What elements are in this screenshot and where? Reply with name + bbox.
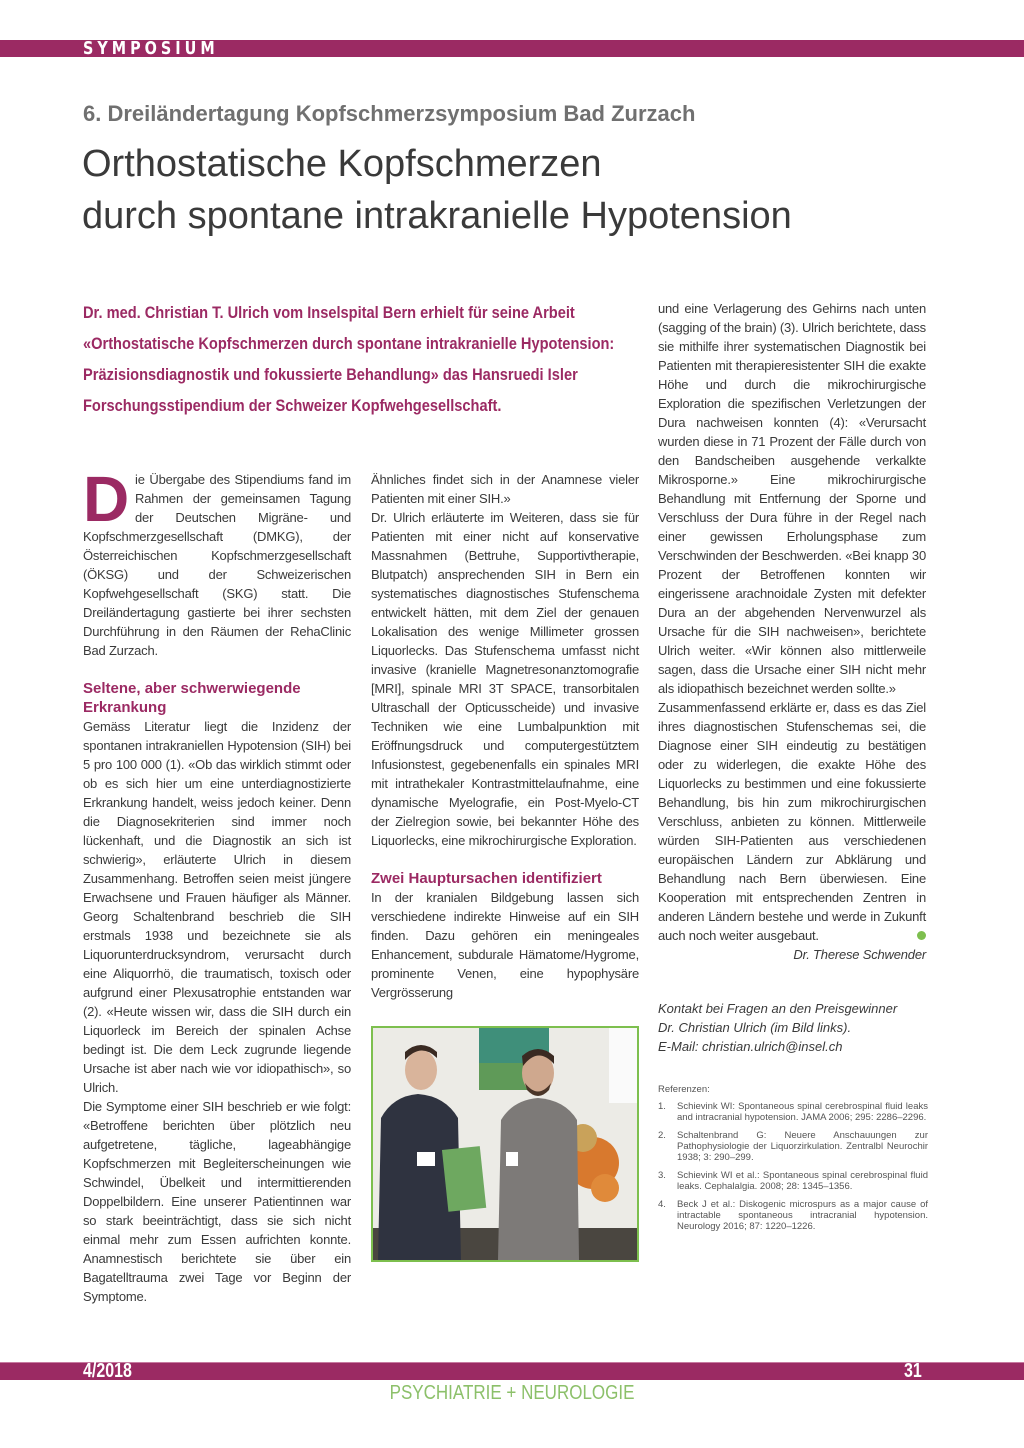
subheading: Zwei Hauptursachen identifiziert <box>371 870 602 887</box>
reference-item: 1. Schievink WI: Spontaneous spinal cerebrospinal fluid leaks and intracranial hypotension. JAMA 2006; 295: 2286–2296. <box>658 1101 928 1123</box>
person-right <box>498 1098 579 1260</box>
column-1 <box>83 463 351 1306</box>
reference-item: 4. Beck J et al.: Diskogenic microspurs as a major cause of intractable spontaneous intracranial hypotension. Neurology 2016; 87: 1220–1226. <box>658 1199 928 1232</box>
article-author: Dr. Therese Schwender <box>793 947 926 962</box>
reference-item: 3. Schievink WI et al.: Spontaneous spinal cerebrospinal fluid leaks. Cephalalgia. 2008; 28: 1345–1356. <box>658 1170 928 1192</box>
reference-item: 2. Schaltenbrand G: Neuere Anschauungen zur Pathophysiologie der Liquorzirkulation. Zentralbl Neurochir 1938; 3: 290–299. <box>658 1130 928 1163</box>
footer-bar <box>0 1362 1024 1380</box>
page-number: 31 <box>904 1360 922 1382</box>
end-mark-icon <box>917 931 926 940</box>
drop-cap: D <box>83 463 130 535</box>
title-line-1: Orthostatische Kopfschmerzen <box>82 143 602 185</box>
paragraph: Dr. Ulrich erläuterte im Weiteren, dass sie für Patienten mit einer nicht auf konservative Massnahmen (Bettruhe, Supportivtherapie, Blutpatch) ansprechenden SIH in Bern ein systematisches diagnostisches Stufenschema entwickelt hätten, mit dem Ziel der genauen Lokalisation des wenige Millimeter grossen Liquorlecks. Das Stufenschema umfasst nicht invasive (kranielle Magnetresonanztomografie [MRI], spinale MRI 3T SPACE, transorbitalen Ultraschall der Opticusscheide) und invasive Techniken wie eine Lumbalpunktion mit Eröffnungsdruck und computergestütztem Infusionstest, gegebenenfalls ein spinales MRI mit intrathekaler Kontrastmittelaufnahme, eine dynamische Myelografie, ein Post-Myelo-CT der Zielregion sowie, bei bekannter Höhe des Liquorlecks, eine mikrochirurgische Exploration. <box>371 510 639 848</box>
paragraph: In der kranialen Bildgebung lassen sich verschiedene indirekte Hinweise auf ein SIH finden. Dazu gehören ein meningeales Enhancement, subdurale Hämatome/Hygrome, prominente Venen, eine hypophysäre Vergrösserung <box>371 890 639 1000</box>
title-line-2: durch spontane intrakranielle Hypotension <box>82 195 792 237</box>
references-heading: Referenzen: <box>658 1084 710 1095</box>
article-lead: Dr. med. Christian T. Ulrich vom Inselspital Bern erhielt für seine Arbeit «Orthostatische Kopfschmerzen durch spontane intrakranielle Hypotension: Präzisionsdiagnostik und fokussierte Behandlung» das Hansruedi Isler Forschungsstipendium der Schweizer Kopfwehgesellschaft. <box>83 303 615 415</box>
contact-line: Kontakt bei Fragen an den Preisgewinner <box>658 1001 898 1016</box>
subheading: Seltene, aber schwerwiegende Erkrankung <box>83 680 301 716</box>
journal-name: PSYCHIATRIE + NEUROLOGIE <box>389 1382 635 1404</box>
issue-number: 4/2018 <box>83 1360 132 1382</box>
references <box>658 1084 928 1239</box>
section-header-bar <box>0 40 1024 57</box>
contact-line: Dr. Christian Ulrich (im Bild links). <box>658 1020 852 1035</box>
paragraph: Zusammenfassend erklärte er, dass es das Ziel ihres diagnostischen Stufenschemas sei, die Diagnose einer SIH eindeutig zu bestätigen oder zu widerlegen, die exakte Höhe des Liquorlecks zu bestimmen und eine fokussierte Behandlung, bis hin zum mikrochirurgischen Verschluss, anbieten zu können. Mittlerweile würden SIH-Patienten aus verschiedenen europäischen Ländern zur Abklärung und Behandlung nach Bern überwiesen. Eine Kooperation mit entsprechenden Zentren in anderen Ländern bestehe und werde in Zukunft auch noch weiter ausgebaut. <box>658 700 926 943</box>
award-photo <box>371 1026 639 1262</box>
photo-illustration <box>373 1028 637 1260</box>
contact-email[interactable]: E-Mail: christian.ulrich@insel.ch <box>658 1039 843 1054</box>
certificate <box>442 1146 486 1212</box>
article-title <box>82 138 792 242</box>
paragraph: und eine Verlagerung des Gehirns nach unten (sagging of the brain) (3). Ulrich berichtete, dass sie mithilfe ihrer systematischen Diagnostik bei Patienten mit therapieresistenter SIH die exakte Höhe und durch die mikrochirurgische Exploration die spezifischen Verletzungen der Dura nachweisen konnten (4): «Verursacht wurden diese in 71 Prozent der Fälle durch von den Bandscheiben ausgehende verkalkte Mikrosporne.» Eine mikrochirurgische Behandlung mit Entfernung der Sporne und Verschluss der Dura führe in der Regel nach einer gewissen Erholungsphase zum Verschwinden der Beschwerden. «Bei knapp 30 Prozent der Betroffenen konnten wir eingerissene arachnoidale Zysten mit defekter Dura an der abgehenden Nervenwurzel als Ursache für die SIH nachweisen», berichtete Ulrich weiter. «Wir können also mittlerweile sagen, dass die Ursache einer SIH nicht mehr als idiopathisch bezeichnet werden sollte.» <box>658 301 926 696</box>
section-label: SYMPOSIUM <box>83 38 219 59</box>
paragraph: Gemäss Literatur liegt die Inzidenz der spontanen intrakraniellen Hypotension (SIH) bei 5 pro 100 000 (1). «Ob das wirklich stimmt oder ob es sich hier um eine unterdiagnostizierte Erkrankung handelt, weiss jedoch keiner. Denn die Diagnosekriterien sind immer noch lückenhaft, und die Diagnostik an sich ist schwierig», erläuterte Ulrich in diesem Zusammenhang. Betroffen seien meist jüngere Erwachsene und Frauen häufiger als Männer. Georg Schaltenbrand beschrieb die SIH erstmals 1938 und bezeichnete sie als Liquorunterdrucksyndrom, verursacht durch eine Aliquorrhö, die traumatisch, toxisch oder aufgrund einer Plexusatrophie entstanden war (2). «Heute wissen wir, dass die SIH durch ein Liquorleck im Bereich der spinalen Achse bedingt ist. Die dem Leck zugrunde liegende Ursache ist aber nach wie vor idiopathisch», so Ulrich. <box>83 719 351 1095</box>
article-kicker: 6. Dreiländertagung Kopfschmerzsymposium Bad Zurzach <box>83 101 696 126</box>
contact-box <box>658 999 928 1056</box>
paragraph: Die Symptome einer SIH beschrieb er wie folgt: «Betroffene berichten über plötzlich neu aufgetretene, tägliche, lageabhängige Kopfschmerzen mit Begleiterscheinungen wie Schwindel, Übelkeit und intermittierenden Doppelbildern. Eine unserer Patientinnen war so stark beeinträchtigt, dass sie sich nicht einmal mehr zum Essen aufrichten konnte. Anamnestisch berichtete sie über ein Bagatelltrauma zwei Tage vor Beginn der Symptome. <box>83 1099 351 1304</box>
column-3 <box>658 299 926 964</box>
paragraph: ie Übergabe des Stipendiums fand im Rahmen der gemeinsamen Tagung der Deutschen Migräne- und Kopfschmerzgesellschaft (DMKG), der Österreichischen Kopfschmerzgesellschaft (ÖKSG) und der Schweizerischen Kopfwehgesellschaft (SKG) statt. Die Dreiländertagung gastierte bei ihrer sechsten Durchführung in den Räumen der RehaClinic Bad Zurzach. <box>83 472 351 658</box>
paragraph: Ähnliches findet sich in der Anamnese vieler Patienten mit einer SIH.» <box>371 472 639 506</box>
column-2 <box>371 470 639 1262</box>
